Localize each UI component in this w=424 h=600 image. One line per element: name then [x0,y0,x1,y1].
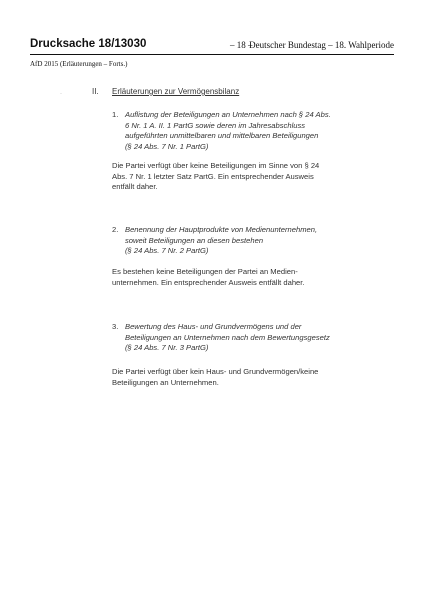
paragraph-line: Es bestehen keine Beteiligungen der Partei an Medien- [112,267,298,276]
item-title-line: Beteiligungen an Unternehmen nach dem Bewertungsgesetz [125,332,330,342]
item-title [125,110,331,152]
item-3-paragraph [112,367,362,388]
section-title: Erläuterungen zur Vermögensbilanz [112,87,240,96]
doc-number [30,38,146,50]
item-number: 1. [112,110,119,119]
item-title-line: Auflistung der Beteiligungen an Unternehmen nach § 24 Abs. [125,110,331,119]
item-title-line: (§ 24 Abs. 7 Nr. 1 PartG) [125,141,209,151]
item-number: 3. [112,322,119,331]
item-number: 2. [112,225,119,234]
header-rule [30,54,394,55]
page-header [30,38,394,54]
item-title-line: Bewertung des Haus- und Grundvermögens und der [125,322,302,331]
item-title [125,322,330,354]
paragraph-line: Die Partei verfügt über keine Beteiligungen im Sinne von § 24 [112,161,320,170]
margin-mark: · [60,91,62,97]
item-title [125,225,317,257]
subheader: AfD 2015 (Erläuterungen – Forts.) [30,60,128,68]
item-1-paragraph [112,161,362,193]
section-number: II. [92,87,99,96]
paragraph-line: Die Partei verfügt über kein Haus- und Grundvermögen/keine [112,367,319,376]
paragraph-line: unternehmen. Ein entsprechender Ausweis entfällt daher. [112,277,305,287]
item-title-line: 6 Nr. 1 A. II. 1 PartG sowie deren im Jahresabschluss [125,120,306,130]
page-number: – 18 – [230,40,253,50]
paragraph-line: Beteiligungen an Unternehmen. [112,377,219,387]
item-title-line: soweit Beteiligungen an diesen bestehen [125,235,264,245]
item-title-line: (§ 24 Abs. 7 Nr. 2 PartG) [125,246,209,255]
item-title-line: (§ 24 Abs. 7 Nr. 3 PartG) [125,343,209,352]
item-title-line: aufgeführten unmittelbaren und mittelbaren Beteiligungen [125,131,319,140]
item-title-line: Benennung der Hauptprodukte von Medienunternehmen, [125,225,318,234]
publisher: Deutscher Bundestag – 18. Wahlperiode [249,40,394,50]
doc-number-prefix: Drucksache 18/ [30,38,115,50]
item-2-paragraph [112,267,362,288]
paragraph-line: entfällt daher. [112,182,158,191]
paragraph-line: Abs. 7 Nr. 1 letzter Satz PartG. Ein entsprechender Ausweis [112,171,314,181]
doc-number-value: 13030 [114,38,147,50]
